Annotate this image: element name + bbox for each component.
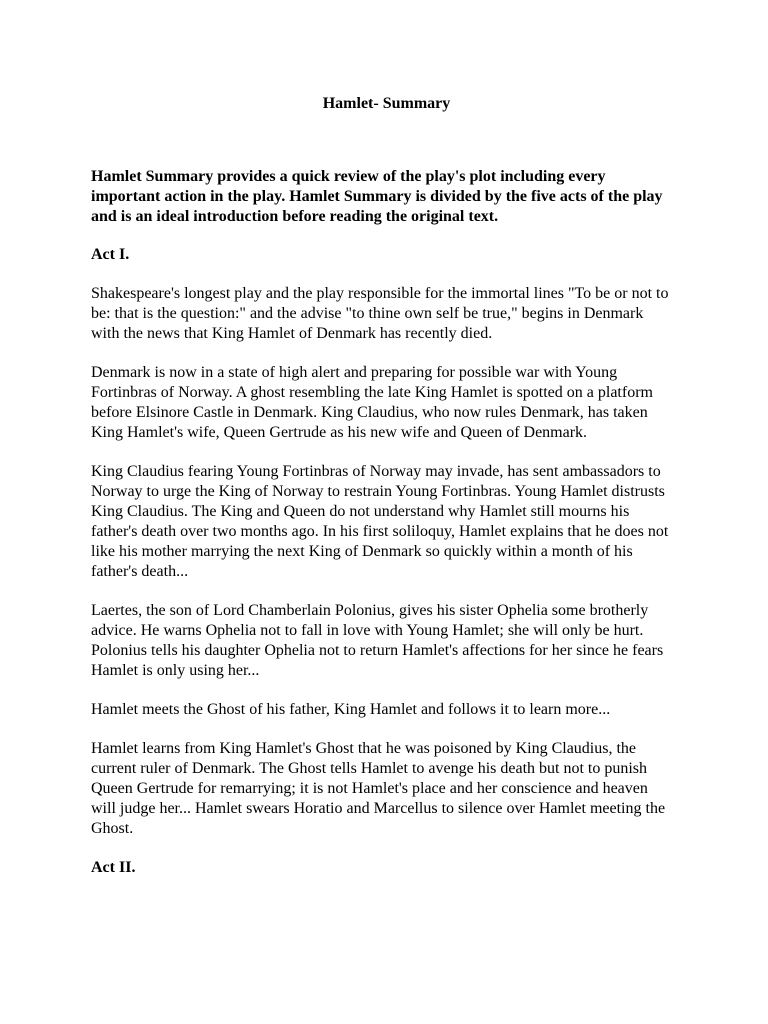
document-title: Hamlet- Summary [322,95,451,112]
act-1-paragraph-1: Shakespeare's longest play and the play responsible for the immortal lines "To be or not to be: that is the question:" and the advise "to thine own self be true," begins in Denmark with the news that King Hamlet of Denmark has recently died. [91,285,669,342]
act-1-paragraph-5: Hamlet meets the Ghost of his father, King Hamlet and follows it to learn more... [91,701,611,718]
intro-paragraph: Hamlet Summary provides a quick review of the play's plot including every important action in the play. Hamlet Summary is divided by the five acts of the play and is an ideal introduction before reading the original text. [91,168,663,225]
act-2-heading: Act II. [91,859,136,876]
act-1-paragraph-3: King Claudius fearing Young Fortinbras of Norway may invade, has sent ambassadors to Norway to urge the King of Norway to restrain Young Fortinbras. Young Hamlet distrusts King Claudius. The King and Queen do not understand why Hamlet still mourns his father's death over two months ago. In his first soliloquy, Hamlet explains that he does not like his mother marrying the next King of Denmark so quickly within a month of his father's death... [91,463,669,580]
act-1-heading: Act I. [91,246,130,263]
act-1-paragraph-4: Laertes, the son of Lord Chamberlain Polonius, gives his sister Ophelia some brotherly advice. He warns Ophelia not to fall in love with Young Hamlet; she will only be hurt. Polonius tells his daughter Ophelia not to return Hamlet's affections for her since he fears Hamlet is only using her... [91,602,664,679]
act-1-paragraph-2: Denmark is now in a state of high alert and preparing for possible war with Young Fortinbras of Norway. A ghost resembling the late King Hamlet is spotted on a platform before Elsinore Castle in Denmark. King Claudius, who now rules Denmark, has taken King Hamlet's wife, Queen Gertrude as his new wife and Queen of Denmark. [91,364,653,441]
act-1-paragraph-6: Hamlet learns from King Hamlet's Ghost that he was poisoned by King Claudius, the current ruler of Denmark. The Ghost tells Hamlet to avenge his death but not to punish Queen Gertrude for remarrying; it is not Hamlet's place and her conscience and heaven will judge her... Hamlet swears Horatio and Marcellus to silence over Hamlet meeting the Ghost. [91,740,666,837]
